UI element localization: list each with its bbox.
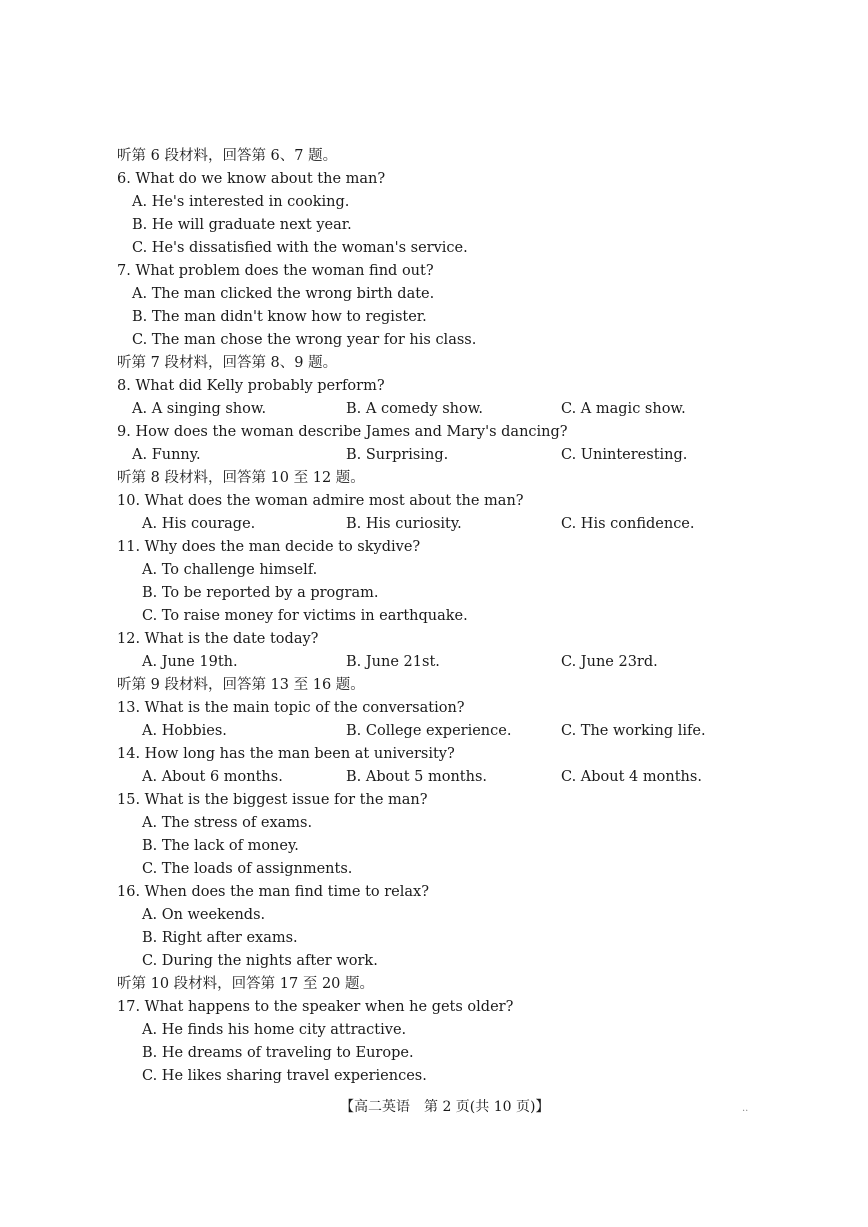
- answer-option: B. College experience.: [346, 723, 512, 739]
- answer-option: B. He dreams of traveling to Europe.: [142, 1045, 414, 1061]
- question-stem: 15. What is the biggest issue for the man?: [117, 792, 428, 808]
- answer-option: A. On weekends.: [142, 907, 266, 923]
- answer-option: B. Surprising.: [346, 447, 449, 463]
- section-heading: 听第 7 段材料，回答第 8、9 题。: [117, 355, 338, 371]
- answer-option: B. To be reported by a program.: [142, 585, 379, 601]
- answer-option: A. To challenge himself.: [142, 562, 318, 578]
- answer-option: B. The man didn't know how to register.: [132, 309, 427, 325]
- answer-option: B. About 5 months.: [346, 769, 487, 785]
- answer-option: B. His curiosity.: [346, 516, 462, 532]
- answer-option: C. He's dissatisfied with the woman's service.: [132, 240, 468, 256]
- answer-option: B. A comedy show.: [346, 401, 484, 417]
- answer-option: A. The stress of exams.: [142, 815, 313, 831]
- answer-option: C. June 23rd.: [561, 654, 658, 670]
- answer-option: C. A magic show.: [561, 401, 686, 417]
- answer-option: A. About 6 months.: [142, 769, 283, 785]
- question-stem: 16. When does the man find time to relax?: [117, 884, 429, 900]
- question-stem: 8. What did Kelly probably perform?: [117, 378, 385, 394]
- answer-option: B. He will graduate next year.: [132, 217, 352, 233]
- question-stem: 6. What do we know about the man?: [117, 171, 386, 187]
- answer-option: B. Right after exams.: [142, 930, 298, 946]
- answer-option: A. He's interested in cooking.: [132, 194, 350, 210]
- answer-option: A. A singing show.: [132, 401, 267, 417]
- answer-option: A. He finds his home city attractive.: [142, 1022, 407, 1038]
- question-stem: 11. Why does the man decide to skydive?: [117, 539, 421, 555]
- question-stem: 13. What is the main topic of the conversation?: [117, 700, 465, 716]
- question-stem: 7. What problem does the woman find out?: [117, 263, 434, 279]
- answer-option: C. To raise money for victims in earthquake.: [142, 608, 468, 624]
- question-stem: 12. What is the date today?: [117, 631, 319, 647]
- answer-option: A. June 19th.: [142, 654, 238, 670]
- answer-option: C. His confidence.: [561, 516, 695, 532]
- answer-option: B. The lack of money.: [142, 838, 299, 854]
- question-stem: 17. What happens to the speaker when he gets older?: [117, 999, 514, 1015]
- section-heading: 听第 9 段材料，回答第 13 至 16 题。: [117, 677, 365, 693]
- answer-option: B. June 21st.: [346, 654, 440, 670]
- answer-option: C. The loads of assignments.: [142, 861, 353, 877]
- answer-option: C. The man chose the wrong year for his class.: [132, 332, 477, 348]
- question-stem: 9. How does the woman describe James and Mary's dancing?: [117, 424, 568, 440]
- answer-option: A. Hobbies.: [142, 723, 227, 739]
- answer-option: C. Uninteresting.: [561, 447, 688, 463]
- question-stem: 14. How long has the man been at university?: [117, 746, 455, 762]
- answer-option: A. The man clicked the wrong birth date.: [132, 286, 435, 302]
- answer-option: A. Funny.: [132, 447, 201, 463]
- answer-option: C. The working life.: [561, 723, 706, 739]
- section-heading: 听第 10 段材料，回答第 17 至 20 题。: [117, 976, 375, 992]
- answer-option: C. About 4 months.: [561, 769, 702, 785]
- section-heading: 听第 6 段材料，回答第 6、7 题。: [117, 148, 338, 164]
- page-footer: 【高二英语 第 2 页(共 10 页)】: [340, 1099, 550, 1115]
- answer-option: C. During the nights after work.: [142, 953, 378, 969]
- question-stem: 10. What does the woman admire most about the man?: [117, 493, 524, 509]
- answer-option: C. He likes sharing travel experiences.: [142, 1068, 427, 1084]
- scan-mark: ..: [742, 1103, 749, 1114]
- section-heading: 听第 8 段材料，回答第 10 至 12 题。: [117, 470, 365, 486]
- answer-option: A. His courage.: [142, 516, 256, 532]
